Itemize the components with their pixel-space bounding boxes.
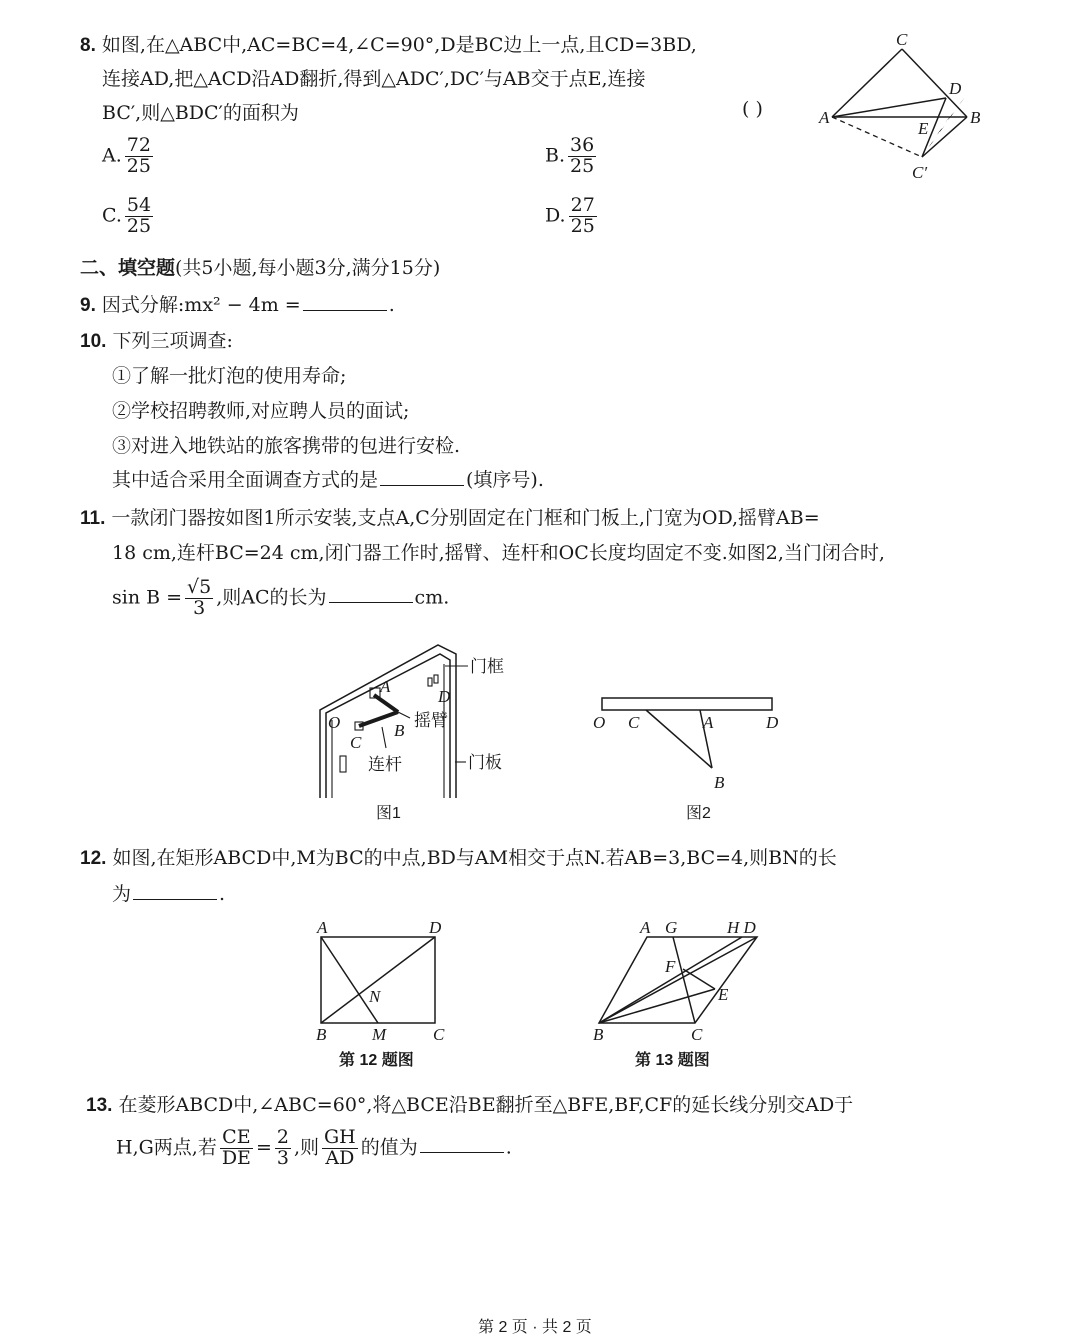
label-e: E bbox=[718, 985, 729, 1004]
q11-unit: cm. bbox=[414, 586, 450, 609]
q11-text-1: 一款闭门器按如图1所示安装,支点A,C分别固定在门框和门板上,门宽为OD,摇臂AB= bbox=[111, 507, 820, 529]
q13-answer-blank[interactable] bbox=[420, 1151, 504, 1153]
numerator: CE bbox=[222, 1126, 251, 1148]
option-fraction bbox=[125, 196, 153, 237]
label-n: N bbox=[369, 987, 381, 1006]
denominator: 25 bbox=[126, 154, 151, 177]
q13-line2 bbox=[116, 1128, 512, 1169]
numerator: 2 bbox=[276, 1126, 289, 1148]
numerator: 36 bbox=[570, 134, 595, 156]
diagonal-bd bbox=[321, 937, 435, 1023]
q10-text: 下列三项调查: bbox=[112, 330, 233, 352]
q13-text-end: 的值为 bbox=[360, 1136, 418, 1159]
q12-end: . bbox=[219, 883, 226, 905]
denominator: DE bbox=[221, 1146, 251, 1169]
q10-answer-blank[interactable] bbox=[380, 484, 464, 486]
q13-line1 bbox=[86, 1090, 853, 1117]
label-c: C bbox=[896, 30, 908, 49]
figure-1-caption: 图1 bbox=[376, 805, 401, 822]
section-title: 二、填空题 bbox=[80, 258, 176, 279]
q11-figure-1 bbox=[310, 640, 540, 830]
q9-text: 因式分解:mx² − 4m = bbox=[101, 294, 301, 316]
label-a: A bbox=[317, 918, 328, 937]
q10-question-text: 其中适合采用全面调查方式的是 bbox=[112, 469, 379, 491]
label-a: A bbox=[380, 677, 391, 696]
option-label: D. bbox=[545, 204, 566, 227]
q13-equals: = bbox=[255, 1136, 272, 1159]
q10-question bbox=[112, 465, 544, 492]
label-lian-gan: 连杆 bbox=[368, 755, 402, 775]
hinge bbox=[340, 756, 346, 772]
label-d: D bbox=[766, 713, 779, 732]
q13-end: . bbox=[505, 1136, 512, 1159]
numerator: √5 bbox=[187, 576, 212, 598]
q8-option-c bbox=[102, 196, 156, 237]
label-yao-bi: 摇臂 bbox=[414, 711, 448, 731]
q11-answer-blank[interactable] bbox=[329, 601, 413, 603]
door-bar bbox=[602, 698, 772, 710]
q11-sin-prefix: sin B = bbox=[112, 586, 183, 609]
q13-number: 13. bbox=[86, 1095, 113, 1116]
denominator: 3 bbox=[276, 1146, 289, 1169]
label-e: E bbox=[918, 119, 929, 138]
q8-option-d bbox=[545, 196, 600, 237]
segment-fe bbox=[683, 969, 715, 989]
q8-answer-paren: ( ) bbox=[742, 98, 763, 120]
label-a: A bbox=[640, 918, 651, 937]
q8-figure bbox=[815, 28, 995, 188]
figure-2-caption: 图2 bbox=[686, 805, 711, 822]
figure-12-caption: 第 12 题图 bbox=[339, 1052, 414, 1069]
label-d: D bbox=[429, 918, 442, 937]
label-b: B bbox=[316, 1025, 327, 1044]
denominator: 3 bbox=[193, 596, 206, 619]
q10-number: 10. bbox=[80, 331, 107, 352]
label-a: A bbox=[819, 108, 830, 127]
label-d: D bbox=[438, 687, 451, 706]
numerator: 27 bbox=[570, 194, 595, 216]
option-fraction bbox=[568, 136, 596, 177]
q13-figure bbox=[585, 915, 775, 1075]
segment-bh bbox=[599, 937, 742, 1023]
q12-text-1: 如图,在矩形ABCD中,M为BC的中点,BD与AM相交于点N.若AB=3,BC=4,则BN的长 bbox=[112, 847, 837, 869]
q8-number: 8. bbox=[80, 35, 96, 56]
q9-line bbox=[80, 290, 395, 317]
option-label: A. bbox=[102, 144, 122, 167]
section-heading bbox=[80, 253, 440, 280]
q13-fraction-gh-ad bbox=[322, 1128, 358, 1169]
label-m: M bbox=[372, 1025, 387, 1044]
label-a: A bbox=[703, 713, 714, 732]
q12-text-2: 为 bbox=[112, 883, 132, 905]
q11-line2: 18 cm,连杆BC=24 cm,闭门器工作时,摇臂、连杆和OC长度均固定不变.如图2,当门闭合时, bbox=[112, 542, 885, 564]
link-bc bbox=[359, 712, 398, 726]
q11-line3 bbox=[112, 578, 449, 619]
q13-text-2: H,G两点,若 bbox=[116, 1136, 217, 1159]
label-h-d: H D bbox=[727, 918, 756, 937]
option-label: C. bbox=[102, 204, 122, 227]
denominator: 25 bbox=[570, 154, 595, 177]
numerator: 72 bbox=[126, 134, 151, 156]
q12-figure bbox=[305, 915, 465, 1075]
q12-number: 12. bbox=[80, 848, 107, 869]
figure-13-caption: 第 13 题图 bbox=[635, 1052, 710, 1069]
denominator: 25 bbox=[126, 214, 152, 237]
label-c: C bbox=[350, 733, 362, 752]
q8-line2: 连接AD,把△ACD沿AD翻折,得到△ADC′,DC′与AB交于点E,连接 bbox=[102, 68, 646, 90]
option-label: B. bbox=[545, 144, 566, 167]
q13-fraction-ce-de bbox=[220, 1128, 253, 1169]
label-f: F bbox=[665, 957, 676, 976]
frame-mark-2 bbox=[434, 675, 438, 683]
label-men-kuang: 门框 bbox=[470, 657, 504, 677]
label-d: D bbox=[949, 79, 962, 98]
segment-bc-prime bbox=[922, 117, 967, 157]
q12-line1 bbox=[80, 843, 837, 870]
q12-line2 bbox=[112, 879, 225, 906]
q8-line1 bbox=[80, 30, 697, 57]
label-men-ban: 门板 bbox=[468, 753, 502, 773]
label-g: G bbox=[665, 918, 678, 937]
page-footer: 第 2 页 · 共 2 页 bbox=[478, 1319, 592, 1336]
segment-be bbox=[599, 989, 715, 1023]
q10-item-3: ③对进入地铁站的旅客携带的包进行安检. bbox=[112, 435, 461, 457]
q11-line1 bbox=[80, 503, 820, 530]
q10-item-2: ②学校招聘教师,对应聘人员的面试; bbox=[112, 400, 410, 422]
q11-number: 11. bbox=[80, 508, 106, 529]
arm-ab bbox=[374, 695, 398, 712]
q8-text-1: 如图,在△ABC中,AC=BC=4,∠C=90°,D是BC边上一点,且CD=3BD, bbox=[101, 34, 697, 56]
denominator: 25 bbox=[570, 214, 595, 237]
q12-answer-blank[interactable] bbox=[133, 898, 217, 900]
label-c: C bbox=[691, 1025, 703, 1044]
label-c: C bbox=[628, 713, 640, 732]
q9-end: . bbox=[388, 294, 395, 316]
numerator: 54 bbox=[126, 194, 152, 216]
q13-text-mid: ,则 bbox=[293, 1136, 319, 1159]
q9-answer-blank[interactable] bbox=[303, 309, 387, 311]
q11-figure-2 bbox=[588, 690, 798, 830]
q13-text-1: 在菱形ABCD中,∠ABC=60°,将△BCE沿BE翻折至△BFE,BF,CF的延长线分别交AD于 bbox=[118, 1094, 854, 1116]
q10-line bbox=[80, 326, 233, 353]
label-b: B bbox=[593, 1025, 604, 1044]
segment-cg bbox=[673, 937, 695, 1023]
denominator: AD bbox=[325, 1146, 355, 1169]
q11-text-3: ,则AC的长为 bbox=[216, 586, 327, 609]
option-fraction bbox=[569, 196, 597, 237]
label-o: O bbox=[328, 713, 341, 732]
label-c-prime: C′ bbox=[912, 163, 928, 182]
numerator: GH bbox=[324, 1126, 356, 1148]
leader-link bbox=[382, 727, 386, 748]
label-b: B bbox=[394, 721, 405, 740]
q10-question-end: (填序号). bbox=[466, 469, 544, 491]
q8-line3: BC′,则△BDC′的面积为 bbox=[102, 102, 299, 124]
q13-fraction-2-3 bbox=[275, 1128, 291, 1169]
section-note: (共5小题,每小题3分,满分15分) bbox=[175, 257, 441, 279]
label-b: B bbox=[970, 108, 981, 127]
q10-item-1: ①了解一批灯泡的使用寿命; bbox=[112, 365, 347, 387]
segment-am bbox=[321, 937, 378, 1023]
frame-mark bbox=[428, 678, 432, 686]
label-b: B bbox=[714, 773, 725, 792]
label-o: O bbox=[593, 713, 606, 732]
option-fraction bbox=[125, 136, 153, 177]
label-c: C bbox=[433, 1025, 445, 1044]
q11-sin-fraction bbox=[185, 578, 213, 619]
segment-ac-prime bbox=[832, 117, 922, 157]
q9-number: 9. bbox=[80, 295, 96, 316]
q8-option-a bbox=[102, 136, 156, 177]
q8-option-b bbox=[545, 136, 599, 177]
